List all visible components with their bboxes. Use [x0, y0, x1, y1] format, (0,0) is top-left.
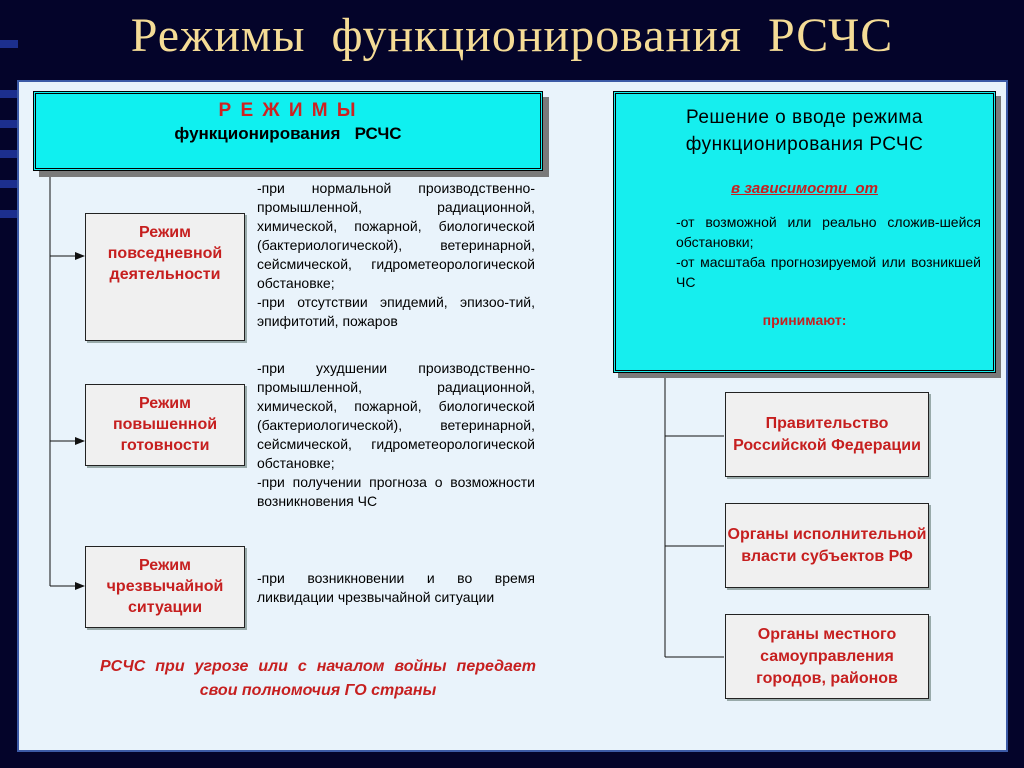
- dependence-label: в зависимости от: [731, 180, 878, 197]
- authority-local-government: Органы местного самоуправления городов, районов: [725, 614, 929, 699]
- mode-high-alert-conditions: [257, 359, 535, 511]
- authority-government: Правительство Российской Федерации: [725, 392, 929, 477]
- condition-text: -при получении прогноза о возможности возникновения ЧС: [257, 474, 535, 509]
- decision-factors: [676, 212, 981, 292]
- condition-text: -при отсутствии эпидемий, эпизоо-тий, эпифитотий, пожаров: [257, 294, 535, 329]
- header-subtitle: функционирования РСЧС: [174, 124, 402, 143]
- mode-emergency-conditions: [257, 569, 535, 607]
- decision-box: [613, 91, 996, 373]
- decision-title: Решение о вводе режима функционирования РСЧС: [685, 107, 924, 155]
- condition-text: -при ухудшении производственно-промышленной, радиационной, химической, пожарной, биологической (бактериологической), ветеринарной, сейсмической, гидрометеорологической обстановке;: [257, 360, 535, 471]
- condition-text: -при возникновении и во время ликвидации чрезвычайной ситуации: [257, 570, 535, 605]
- slide-title: Режимы функционирования РСЧС: [130, 9, 894, 62]
- mode-high-alert-box: Режим повышенной готовности: [85, 384, 245, 466]
- mode-emergency-box: Режим чрезвычайной ситуации: [85, 546, 245, 628]
- factor-text: -от масштаба прогнозируемой или возникшей ЧС: [676, 254, 981, 290]
- mode-daily-conditions: [257, 179, 535, 331]
- accept-label: принимают:: [762, 312, 847, 328]
- modes-header-box: [33, 91, 543, 171]
- header-modes-label: Р Е Ж И М Ы: [218, 100, 358, 121]
- war-note: РСЧС при угрозе или с началом войны передает свои полномочия ГО страны: [100, 658, 536, 699]
- authority-regional-executive: Органы исполнительной власти субъектов РФ: [725, 503, 929, 588]
- condition-text: -при нормальной производственно-промышленной, радиационной, химической, пожарной, биологической (бактериологической), ветеринарной, сейсмической, гидрометеорологической обстановке;: [257, 180, 535, 291]
- factor-text: -от возможной или реально сложив-шейся обстановки;: [676, 214, 981, 250]
- mode-daily-box: Режим повседневной деятельности: [85, 213, 245, 341]
